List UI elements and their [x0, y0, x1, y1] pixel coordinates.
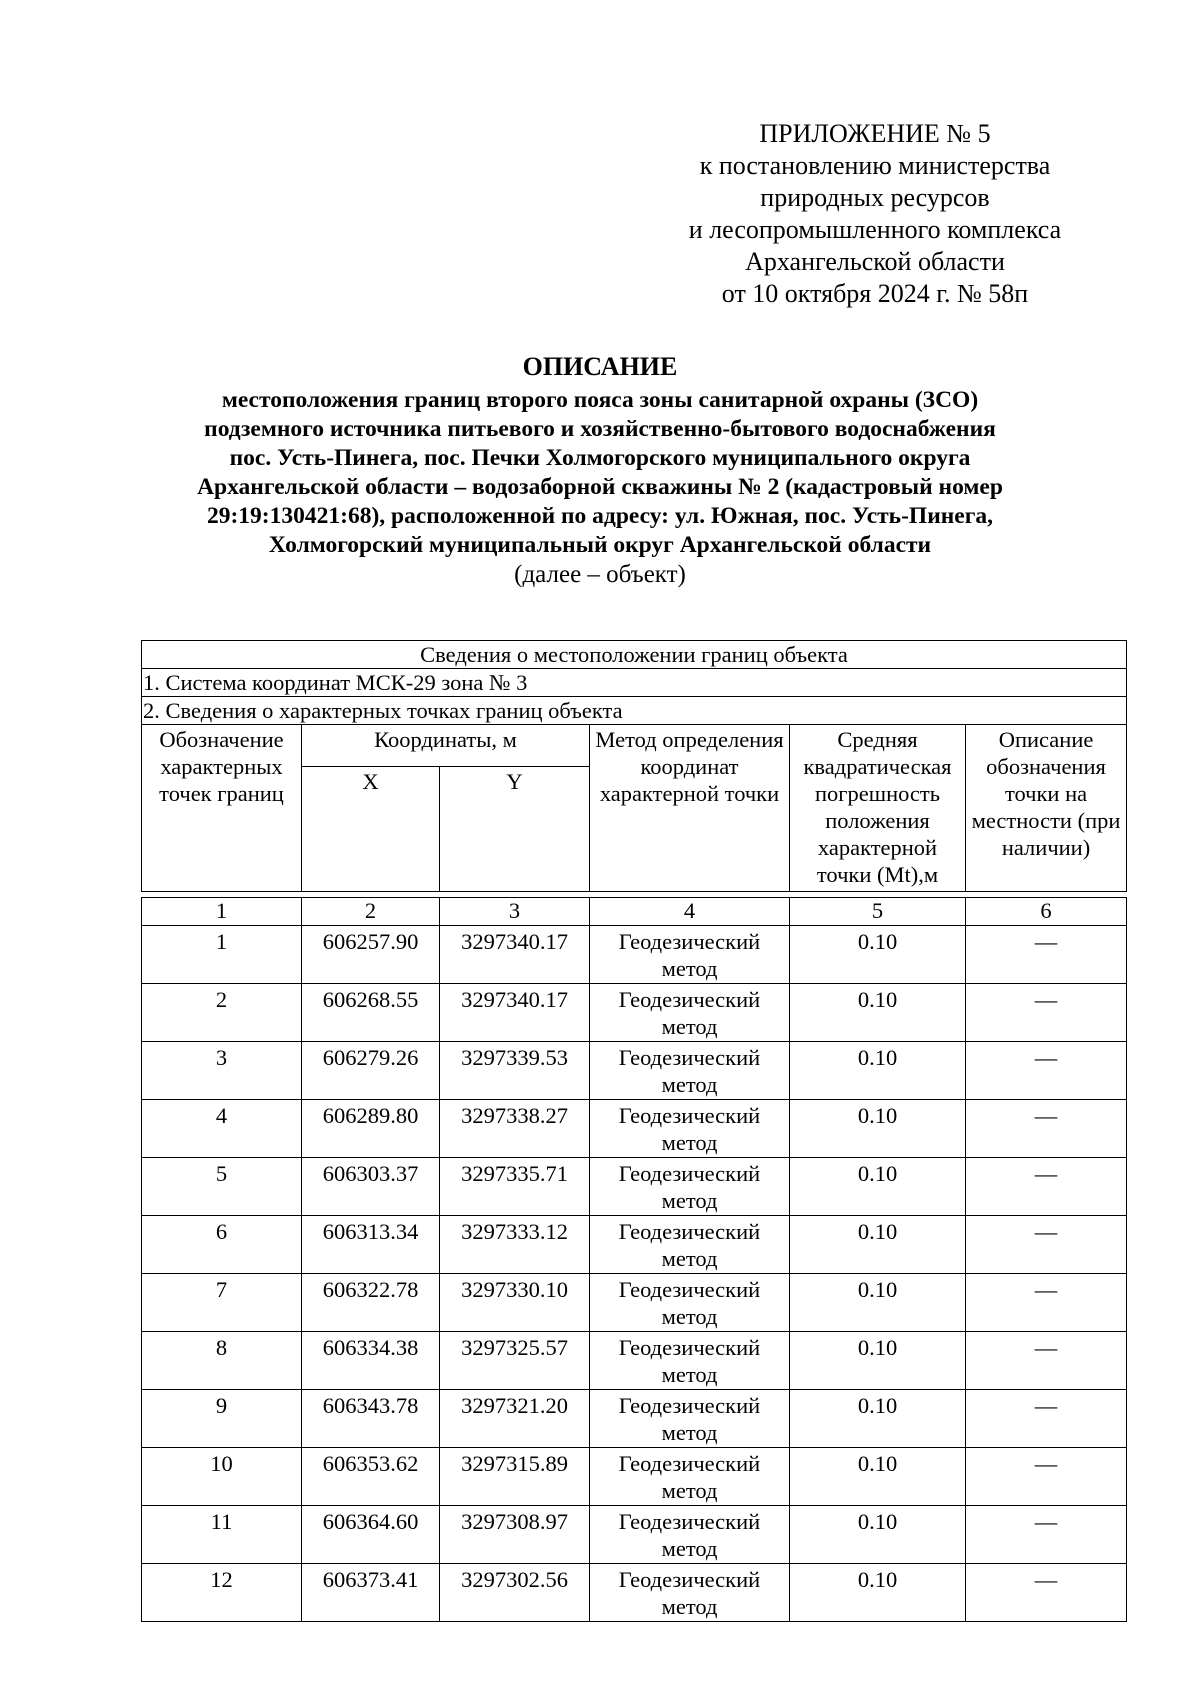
column-number: 4	[590, 898, 790, 926]
x-coordinate-cell: 606313.34	[302, 1216, 440, 1274]
column-number: 6	[966, 898, 1127, 926]
y-coordinate-cell: 3297325.57	[440, 1332, 590, 1390]
error-cell: 0.10	[790, 1158, 966, 1216]
appendix-line: ПРИЛОЖЕНИЕ № 5	[759, 119, 991, 148]
point-number-cell: 1	[142, 926, 302, 984]
error-cell: 0.10	[790, 1216, 966, 1274]
table-row	[142, 1506, 1127, 1564]
description-cell: —	[966, 1506, 1127, 1564]
point-number-cell: 2	[142, 984, 302, 1042]
coordinate-system-row: 1. Система координат МСК-29 зона № 3	[142, 669, 1127, 697]
description-cell: —	[966, 1332, 1127, 1390]
header-description: Описание обозначения точки на местности (при наличии)	[966, 725, 1127, 892]
point-number-cell: 7	[142, 1274, 302, 1332]
error-cell: 0.10	[790, 1390, 966, 1448]
document-title-block	[100, 352, 1100, 590]
table-row	[142, 1332, 1127, 1390]
point-number-cell: 12	[142, 1564, 302, 1622]
point-number-cell: 9	[142, 1390, 302, 1448]
header-coordinates: Координаты, м	[302, 725, 590, 767]
y-coordinate-cell: 3297335.71	[440, 1158, 590, 1216]
description-cell: —	[966, 1100, 1127, 1158]
document-subtitle	[100, 386, 1100, 560]
appendix-line: природных ресурсов	[760, 183, 990, 212]
y-coordinate-cell: 3297340.17	[440, 926, 590, 984]
subtitle-line: Архангельской области – водозаборной скважины № 2 (кадастровый номер	[197, 474, 1003, 500]
y-coordinate-cell: 3297308.97	[440, 1506, 590, 1564]
column-number-row	[142, 898, 1127, 926]
description-cell: —	[966, 984, 1127, 1042]
error-cell: 0.10	[790, 1448, 966, 1506]
method-cell: Геодезический метод	[590, 1216, 790, 1274]
subtitle-line: пос. Усть-Пинега, пос. Печки Холмогорского муниципального округа	[229, 445, 971, 471]
error-cell: 0.10	[790, 984, 966, 1042]
error-cell: 0.10	[790, 1506, 966, 1564]
header-x: X	[302, 767, 440, 892]
point-number-cell: 10	[142, 1448, 302, 1506]
table-row	[142, 1100, 1127, 1158]
description-cell: —	[966, 1042, 1127, 1100]
table-row	[142, 1042, 1127, 1100]
description-cell: —	[966, 1390, 1127, 1448]
appendix-line: Архангельской области	[745, 247, 1005, 276]
subtitle-line: местоположения границ второго пояса зоны санитарной охраны (ЗСО)	[221, 387, 979, 413]
header-designation: Обозначение характерных точек границ	[142, 725, 302, 892]
error-cell: 0.10	[790, 1042, 966, 1100]
error-cell: 0.10	[790, 1564, 966, 1622]
title-note: (далее – объект)	[514, 561, 686, 588]
y-coordinate-cell: 3297333.12	[440, 1216, 590, 1274]
x-coordinate-cell: 606364.60	[302, 1506, 440, 1564]
table-row	[142, 1390, 1127, 1448]
method-cell: Геодезический метод	[590, 1158, 790, 1216]
column-number: 5	[790, 898, 966, 926]
x-coordinate-cell: 606257.90	[302, 926, 440, 984]
table-row	[142, 984, 1127, 1042]
boundary-points-table	[141, 897, 1127, 1622]
column-number: 2	[302, 898, 440, 926]
x-coordinate-cell: 606322.78	[302, 1274, 440, 1332]
error-cell: 0.10	[790, 926, 966, 984]
boundary-header-table	[141, 640, 1127, 892]
column-number: 3	[440, 898, 590, 926]
y-coordinate-cell: 3297340.17	[440, 984, 590, 1042]
header-method: Метод определения координат характерной точки	[590, 725, 790, 892]
description-cell: —	[966, 1158, 1127, 1216]
points-table-body	[142, 926, 1127, 1622]
x-coordinate-cell: 606279.26	[302, 1042, 440, 1100]
x-coordinate-cell: 606289.80	[302, 1100, 440, 1158]
method-cell: Геодезический метод	[590, 1390, 790, 1448]
subtitle-line: подземного источника питьевого и хозяйственно-бытового водоснабжения	[204, 416, 996, 442]
method-cell: Геодезический метод	[590, 926, 790, 984]
description-cell: —	[966, 926, 1127, 984]
point-number-cell: 4	[142, 1100, 302, 1158]
method-cell: Геодезический метод	[590, 1332, 790, 1390]
x-coordinate-cell: 606373.41	[302, 1564, 440, 1622]
point-number-cell: 11	[142, 1506, 302, 1564]
x-coordinate-cell: 606268.55	[302, 984, 440, 1042]
y-coordinate-cell: 3297339.53	[440, 1042, 590, 1100]
table-row	[142, 1448, 1127, 1506]
column-number: 1	[142, 898, 302, 926]
table-row	[142, 1216, 1127, 1274]
error-cell: 0.10	[790, 1332, 966, 1390]
point-number-cell: 3	[142, 1042, 302, 1100]
point-number-cell: 8	[142, 1332, 302, 1390]
table-row	[142, 1564, 1127, 1622]
y-coordinate-cell: 3297330.10	[440, 1274, 590, 1332]
method-cell: Геодезический метод	[590, 1564, 790, 1622]
y-coordinate-cell: 3297338.27	[440, 1100, 590, 1158]
y-coordinate-cell: 3297321.20	[440, 1390, 590, 1448]
method-cell: Геодезический метод	[590, 1274, 790, 1332]
method-cell: Геодезический метод	[590, 1042, 790, 1100]
appendix-line: и лесопромышленного комплекса	[688, 215, 1062, 244]
header-error: Средняя квадратическая погрешность положения характерной точки (Mt),м	[790, 725, 966, 892]
table-row	[142, 1158, 1127, 1216]
description-cell: —	[966, 1448, 1127, 1506]
point-number-cell: 5	[142, 1158, 302, 1216]
error-cell: 0.10	[790, 1274, 966, 1332]
subtitle-line: 29:19:130421:68), расположенной по адресу: ул. Южная, пос. Усть-Пинега,	[206, 503, 994, 529]
table-caption: Сведения о местоположении границ объекта	[142, 641, 1127, 669]
header-y: Y	[440, 767, 590, 892]
description-cell: —	[966, 1216, 1127, 1274]
appendix-block	[640, 118, 1110, 310]
description-cell: —	[966, 1564, 1127, 1622]
x-coordinate-cell: 606353.62	[302, 1448, 440, 1506]
table-row	[142, 926, 1127, 984]
x-coordinate-cell: 606343.78	[302, 1390, 440, 1448]
subtitle-line: Холмогорский муниципальный округ Архангельской области	[268, 532, 932, 558]
method-cell: Геодезический метод	[590, 984, 790, 1042]
y-coordinate-cell: 3297302.56	[440, 1564, 590, 1622]
method-cell: Геодезический метод	[590, 1506, 790, 1564]
x-coordinate-cell: 606303.37	[302, 1158, 440, 1216]
points-info-row: 2. Сведения о характерных точках границ объекта	[142, 697, 1127, 725]
y-coordinate-cell: 3297315.89	[440, 1448, 590, 1506]
x-coordinate-cell: 606334.38	[302, 1332, 440, 1390]
error-cell: 0.10	[790, 1100, 966, 1158]
point-number-cell: 6	[142, 1216, 302, 1274]
method-cell: Геодезический метод	[590, 1100, 790, 1158]
table-row	[142, 1274, 1127, 1332]
document-title: ОПИСАНИЕ	[522, 352, 678, 381]
appendix-line: от 10 октября 2024 г. № 58п	[721, 279, 1029, 308]
appendix-line: к постановлению министерства	[699, 151, 1051, 180]
description-cell: —	[966, 1274, 1127, 1332]
method-cell: Геодезический метод	[590, 1448, 790, 1506]
